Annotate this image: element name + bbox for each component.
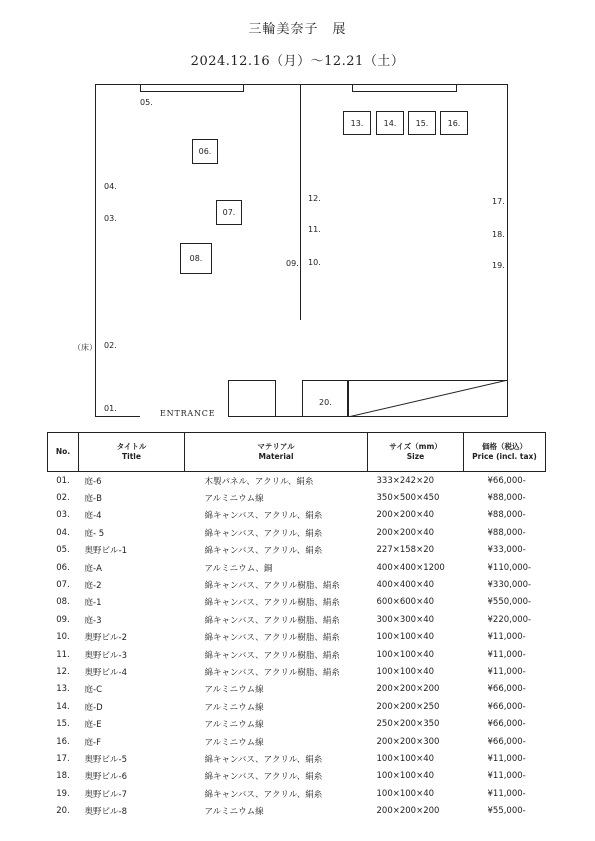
cell-title: 庭-3 [84, 615, 102, 626]
cell-size: 200×200×40 [376, 527, 435, 538]
work-box-13: 13. [343, 111, 371, 135]
counter-diagonal [348, 380, 508, 417]
cell-material: アルミニウム線 [204, 494, 264, 505]
cell-price: ¥11,000- [487, 649, 526, 660]
cell-title: 奥野ビル-6 [84, 772, 127, 783]
work-box-07: 07. [216, 200, 242, 225]
position-label-10: 10. [308, 258, 321, 267]
wall-fixture-left [140, 84, 244, 92]
cell-price: ¥11,000- [487, 788, 526, 799]
cell-material: アルミニウム線 [204, 685, 264, 696]
cell-size: 250×200×350 [376, 719, 440, 730]
cell-title: 奥野ビル-4 [84, 667, 127, 678]
cell-material: 綿キャンバス、アクリル樹脂、絹糸 [204, 581, 340, 592]
position-label-20: 20. [319, 398, 332, 407]
table-row [48, 785, 546, 802]
cell-no: 09. [56, 614, 70, 625]
table-row [48, 750, 546, 767]
table-row [48, 698, 546, 715]
table-row [48, 472, 546, 490]
table-row [48, 768, 546, 785]
cell-size: 200×200×200 [376, 806, 440, 817]
cell-material: アルミニウム、銅 [204, 563, 273, 574]
table-row [48, 524, 546, 541]
cell-no: 11. [56, 649, 70, 660]
table-row [48, 802, 546, 819]
cell-size: 100×100×40 [376, 753, 435, 764]
exhibition-title: 三輪美奈子 展 [248, 22, 347, 37]
cell-price: ¥66,000- [487, 736, 526, 747]
cell-title: 庭-2 [84, 581, 102, 592]
position-label-12: 12. [308, 194, 321, 203]
wall-fixture-right [352, 84, 457, 92]
cell-material: 綿キャンバス、アクリル、絹糸 [204, 528, 323, 539]
entrance-structure [228, 380, 276, 417]
cell-size: 100×100×40 [376, 788, 435, 799]
work-box-14: 14. [376, 111, 404, 135]
position-label-17: 17. [492, 197, 505, 206]
table-row [48, 611, 546, 628]
cell-material: 綿キャンバス、アクリル、絹糸 [204, 754, 323, 765]
floor-label: （床） [73, 343, 97, 352]
cell-size: 400×400×40 [376, 580, 435, 591]
cell-price: ¥11,000- [487, 753, 526, 764]
cell-price: ¥110,000- [487, 562, 532, 573]
cell-material: 綿キャンバス、アクリル、絹糸 [204, 789, 323, 800]
cell-material: アルミニウム線 [204, 807, 264, 818]
cell-price: ¥66,000- [487, 475, 526, 486]
cell-title: 庭-B [84, 494, 102, 505]
cell-price: ¥33,000- [487, 545, 526, 556]
cell-no: 06. [56, 562, 70, 573]
position-label-11: 11. [308, 225, 321, 234]
cell-title: 庭-D [84, 702, 103, 713]
cell-title: 奥野ビル-7 [84, 789, 127, 800]
cell-no: 14. [56, 701, 70, 712]
cell-price: ¥66,000- [487, 719, 526, 730]
position-label-01: 01. [104, 404, 117, 413]
cell-price: ¥11,000- [487, 771, 526, 782]
cell-no: 05. [56, 545, 70, 556]
cell-material: 綿キャンバス、アクリル、絹糸 [204, 772, 323, 783]
cell-material: 木製パネル、アクリル、絹糸 [204, 476, 314, 487]
cell-title: 奥野ビル-3 [84, 650, 127, 661]
cell-price: ¥88,000- [487, 527, 526, 538]
cell-size: 400×400×1200 [376, 562, 445, 573]
cell-title: 奥野ビル-5 [84, 754, 127, 765]
table-row [48, 629, 546, 646]
cell-size: 200×200×300 [376, 736, 440, 747]
table-row [48, 594, 546, 611]
cell-price: ¥88,000- [487, 510, 526, 521]
cell-material: 綿キャンバス、アクリル樹脂、絹糸 [204, 633, 340, 644]
exhibition-dates: 2024.12.16（月）～12.21（土） [190, 54, 405, 69]
cell-no: 01. [56, 475, 70, 486]
cell-size: 200×200×250 [376, 701, 440, 712]
cell-size: 600×600×40 [376, 597, 435, 608]
position-label-02: 02. [104, 341, 117, 350]
cell-size: 200×200×200 [376, 684, 440, 695]
cell-title: 庭-1 [84, 598, 102, 609]
partition-wall [300, 84, 301, 320]
cell-price: ¥66,000- [487, 701, 526, 712]
cell-no: 12. [56, 666, 70, 677]
cell-size: 100×100×40 [376, 771, 435, 782]
table-row [48, 733, 546, 750]
cell-title: 庭-F [84, 737, 101, 748]
cell-material: 綿キャンバス、アクリル樹脂、絹糸 [204, 598, 340, 609]
cell-no: 16. [56, 736, 70, 747]
cell-no: 19. [56, 788, 70, 799]
cell-size: 350×500×450 [376, 493, 440, 504]
works-table [47, 432, 546, 820]
table-row [48, 681, 546, 698]
cell-no: 02. [56, 493, 70, 504]
table-header-row [48, 433, 546, 472]
cell-title: 庭-C [84, 685, 103, 696]
table-row [48, 542, 546, 559]
cell-material: アルミニウム線 [204, 720, 264, 731]
position-label-03: 03. [104, 214, 117, 223]
cell-no: 13. [56, 684, 70, 695]
table-row [48, 489, 546, 506]
cell-price: ¥11,000- [487, 666, 526, 677]
position-label-05: 05. [140, 98, 153, 107]
cell-material: アルミニウム線 [204, 702, 264, 713]
cell-no: 10. [56, 632, 70, 643]
cell-material: 綿キャンバス、アクリル、絹糸 [204, 546, 323, 557]
cell-title: 奥野ビル-1 [84, 546, 127, 557]
header-price: 価格（税込） Price (incl. tax) [464, 433, 546, 472]
cell-no: 03. [56, 510, 70, 521]
cell-price: ¥55,000- [487, 806, 526, 817]
table-row [48, 646, 546, 663]
cell-size: 100×100×40 [376, 632, 435, 643]
cell-no: 18. [56, 771, 70, 782]
cell-price: ¥88,000- [487, 493, 526, 504]
cell-size: 200×200×40 [376, 510, 435, 521]
table-row [48, 576, 546, 593]
header-material: マテリアル Material [185, 433, 368, 472]
cell-title: 奥野ビル-8 [84, 807, 127, 818]
position-label-04: 04. [104, 182, 117, 191]
position-label-09: 09. [286, 259, 299, 268]
cell-size: 333×242×20 [376, 475, 435, 486]
cell-price: ¥11,000- [487, 632, 526, 643]
table-row [48, 559, 546, 576]
cell-price: ¥66,000- [487, 684, 526, 695]
cell-material: アルミニウム線 [204, 737, 264, 748]
cell-material: 綿キャンバス、アクリル樹脂、絹糸 [204, 650, 340, 661]
cell-size: 227×158×20 [376, 545, 435, 556]
header-title: タイトル Title [79, 433, 185, 472]
cell-title: 奥野ビル-2 [84, 633, 127, 644]
cell-material: 綿キャンバス、アクリル樹脂、絹糸 [204, 667, 340, 678]
table-row [48, 715, 546, 732]
cell-title: 庭-A [84, 563, 102, 574]
cell-price: ¥550,000- [487, 597, 532, 608]
cell-title: 庭-4 [84, 511, 102, 522]
cell-size: 100×100×40 [376, 649, 435, 660]
cell-no: 04. [56, 527, 70, 538]
cell-material: 綿キャンバス、アクリル、絹糸 [204, 511, 323, 522]
work-box-16: 16. [440, 111, 468, 135]
cell-title: 庭-E [84, 720, 102, 731]
position-label-18: 18. [492, 230, 505, 239]
table-row [48, 663, 546, 680]
cell-no: 15. [56, 719, 70, 730]
cell-material: 綿キャンバス、アクリル樹脂、絹糸 [204, 615, 340, 626]
cell-no: 17. [56, 753, 70, 764]
cell-price: ¥220,000- [487, 614, 532, 625]
cell-size: 300×300×40 [376, 614, 435, 625]
position-label-19: 19. [492, 261, 505, 270]
header-size: サイズ（mm） Size [368, 433, 464, 472]
cell-price: ¥330,000- [487, 580, 532, 591]
cell-no: 08. [56, 597, 70, 608]
header-no: No. [48, 433, 79, 472]
entrance-label: ENTRANCE [160, 409, 216, 418]
work-box-08: 08. [180, 243, 212, 274]
work-box-15: 15. [408, 111, 436, 135]
cell-no: 07. [56, 580, 70, 591]
work-box-06: 06. [192, 139, 218, 164]
cell-no: 20. [56, 806, 70, 817]
cell-title: 庭- 5 [84, 528, 105, 539]
table-row [48, 507, 546, 524]
cell-title: 庭-6 [84, 476, 102, 487]
cell-size: 100×100×40 [376, 666, 435, 677]
